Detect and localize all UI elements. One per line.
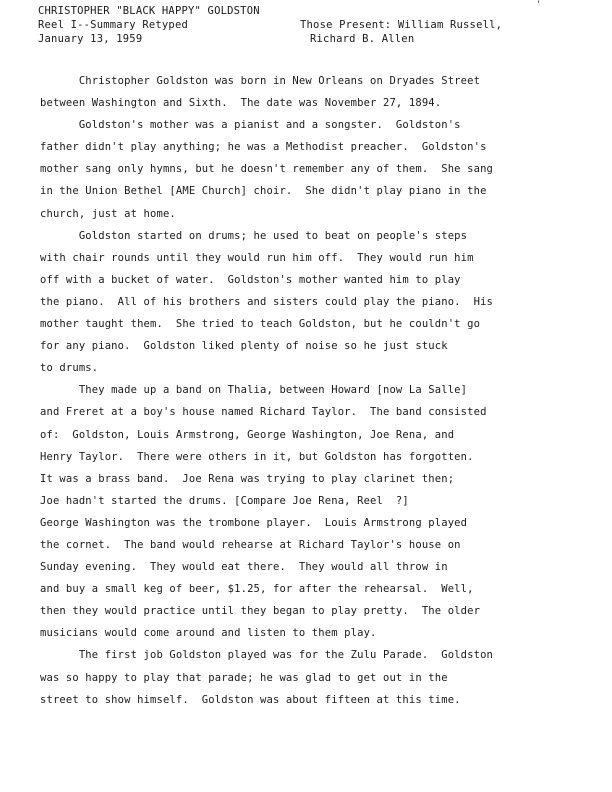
text-line: Goldston started on drums; he used to beat on people's steps bbox=[40, 229, 468, 242]
present-label: Those Present: William Russell, bbox=[300, 19, 503, 31]
text-line: Christopher Goldston was born in New Orleans on Dryades Street bbox=[40, 75, 481, 87]
summary-body bbox=[40, 70, 570, 711]
text-line: mother taught them. She tried to teach Goldston, but he couldn't go bbox=[40, 318, 481, 331]
text-line: with chair rounds until they would run him off. They would run him bbox=[40, 251, 474, 264]
text-line: George Washington was the trombone player. Louis Armstrong played bbox=[40, 516, 468, 529]
text-line: mother sang only hymns, but he doesn't remember any of them. She sang bbox=[40, 163, 494, 176]
text-line: They made up a band on Thalia, between Howard [now La Salle] bbox=[40, 384, 468, 397]
text-line: off with a bucket of water. Goldston's mother wanted him to play bbox=[40, 273, 461, 286]
text-line: and Freret at a boy's house named Richard Taylor. The band consisted bbox=[40, 406, 487, 419]
reel-label: Reel I--Summary Retyped bbox=[38, 19, 188, 31]
present-block bbox=[300, 18, 502, 46]
text-line: church, just at home. bbox=[40, 207, 176, 220]
text-line: of: Goldston, Louis Armstrong, George Washington, Joe Rena, and bbox=[40, 428, 455, 441]
text-line: and buy a small keg of beer, $1.25, for after the rehearsal. Well, bbox=[40, 583, 474, 596]
text-line: father didn't play anything; he was a Methodist preacher. Goldston's bbox=[40, 141, 487, 154]
interview-date: January 13, 1959 bbox=[38, 33, 143, 45]
text-line: between Washington and Sixth. The date was November 27, 1894. bbox=[40, 97, 442, 110]
text-line: Goldston's mother was a pianist and a songster. Goldston's bbox=[40, 119, 461, 132]
text-line: It was a brass band. Joe Rena was trying to play clarinet then; bbox=[40, 472, 455, 485]
text-line: musicians would come around and listen to them play. bbox=[40, 627, 377, 640]
text-line: in the Union Bethel [AME Church] choir. She didn't play piano in the bbox=[40, 185, 487, 198]
text-line: The first job Goldston played was for the Zulu Parade. Goldston bbox=[40, 649, 494, 662]
text-line: street to show himself. Goldston was about fifteen at this time. bbox=[40, 693, 461, 706]
text-line: the piano. All of his brothers and sisters could play the piano. His bbox=[40, 295, 494, 308]
interviewee-title: CHRISTOPHER "BLACK HAPPY" GOLDSTON bbox=[38, 5, 260, 17]
text-line: Sunday evening. They would eat there. They would all throw in bbox=[40, 561, 448, 574]
corner-mark: ' bbox=[536, 0, 542, 10]
text-line: then they would practice until they began to play pretty. The older bbox=[40, 605, 481, 618]
document-header bbox=[38, 4, 260, 46]
text-line: for any piano. Goldston liked plenty of noise so he just stuck bbox=[40, 340, 448, 353]
text-line: Joe hadn't started the drums. [Compare Joe Rena, Reel ?] bbox=[40, 494, 409, 507]
text-line: was so happy to play that parade; he was glad to get out in the bbox=[40, 671, 448, 684]
present-second: Richard B. Allen bbox=[310, 33, 415, 45]
text-line: Henry Taylor. There were others in it, but Goldston has forgotten. bbox=[40, 450, 474, 463]
text-line: the cornet. The band would rehearse at Richard Taylor's house on bbox=[40, 538, 461, 551]
text-line: to drums. bbox=[40, 362, 99, 375]
